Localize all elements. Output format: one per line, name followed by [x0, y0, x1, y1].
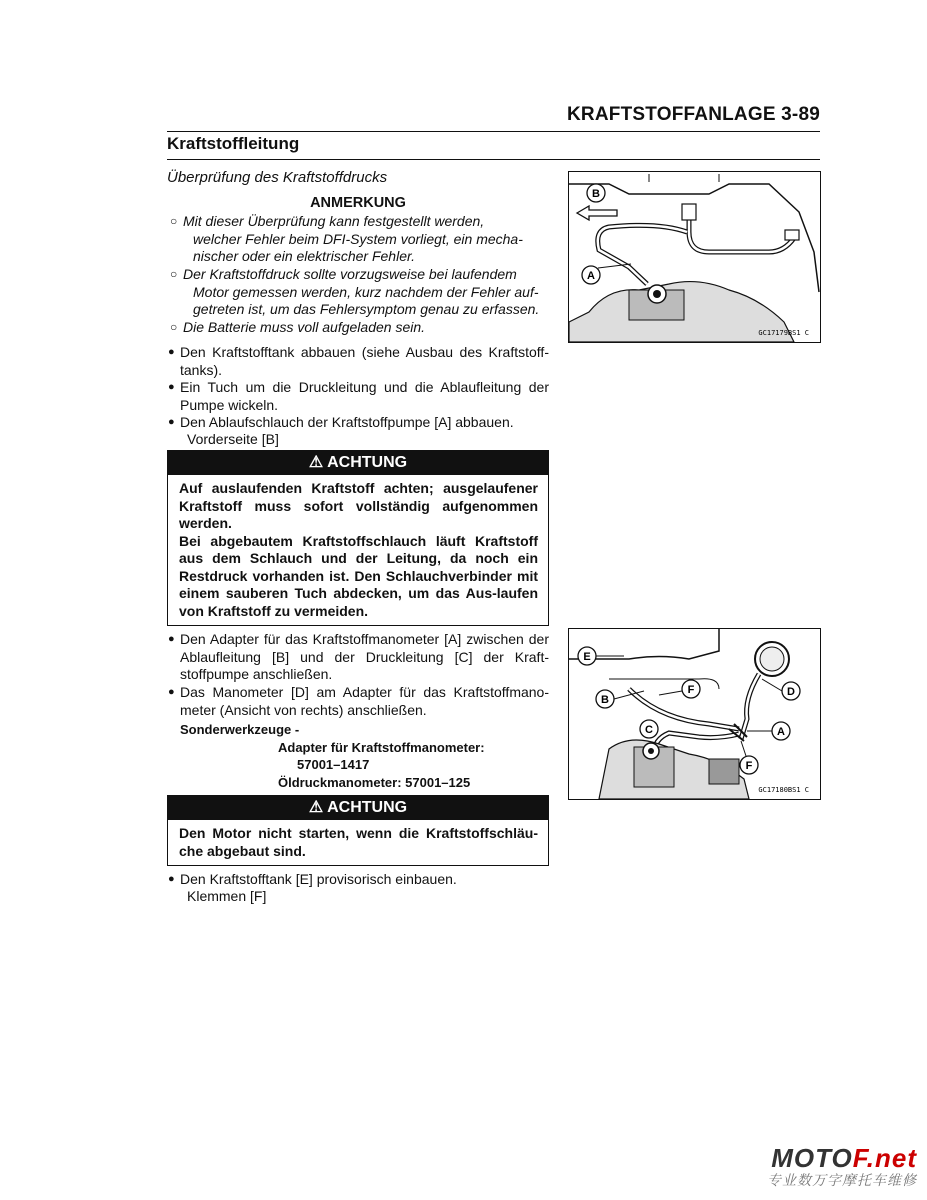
figure-fuel-pump-hose: [568, 171, 821, 343]
note-title: ANMERKUNG: [310, 195, 406, 211]
list-item: ● Das Manometer [D] am Adapter für das Kraftstoffmano-meter (Ansicht von rechts) anschließen.: [168, 684, 549, 718]
tools-title: Sonderwerkzeuge -: [180, 722, 300, 737]
warning-text: Auf auslaufenden Kraftstoff achten; ausgelaufener Kraftstoff muss sofort vollständig aufgenommen werden. Bei abgebautem Kraftstoffschlauch läuft Kraftstoff aus dem Schlauch und der Leitung, da noch ein Restdruck vorhanden ist. Den Schlauchverbinder mit einem sauberen Tuch abdecken, um das Aus-laufen von Kraftstoff zu vermeiden.: [179, 480, 538, 619]
figure-label-c: C: [645, 724, 653, 736]
bullet-icon: ●: [168, 873, 175, 885]
figure-label-f: F: [687, 684, 695, 696]
figure-manometer-setup: [568, 628, 821, 800]
tool-manometer: Öldruckmanometer: 57001–125: [278, 775, 471, 790]
watermark-subtitle: 专业数万字摩托车维修: [767, 1172, 917, 1188]
warning-bar: [168, 451, 548, 475]
watermark-logo: MOTOF.net: [771, 1143, 917, 1173]
circle-bullet-icon: ○: [170, 267, 178, 281]
steps-group-b: [167, 631, 549, 721]
note-item: ○ Die Batterie muss voll aufgeladen sein.: [170, 319, 426, 335]
figure-drawing: [569, 172, 820, 342]
bullet-icon: ●: [168, 346, 175, 358]
tool-adapter-name: Adapter für Kraftstoffmanometer:: [278, 740, 485, 755]
figure-label-a: A: [587, 270, 595, 282]
section-title: Kraftstoffleitung: [167, 134, 300, 153]
subsection-title: Überprüfung des Kraftstoffdrucks: [167, 169, 388, 186]
list-item: ● Den Kraftstofftank [E] provisorisch einbauen.: [168, 871, 457, 887]
figure-label-a: A: [777, 726, 785, 738]
note-item: ○ Der Kraftstoffdruck sollte vorzugsweise bei laufendem Motor gemessen werden, kurz nachdem der Fehler auf- getreten ist, um das Fehlersymptom genau zu erfassen.: [170, 266, 540, 317]
warning-title: ACHTUNG: [327, 799, 408, 816]
figure-code: GC17179BS1 C: [758, 329, 809, 337]
warning-bar: [168, 796, 548, 820]
watermark: [767, 1143, 917, 1190]
page-header-title: KRAFTSTOFFANLAGE 3-89: [567, 104, 820, 125]
circle-bullet-icon: ○: [170, 214, 178, 228]
step-extra: Klemmen [F]: [187, 888, 267, 904]
tool-adapter-number: 57001–1417: [297, 757, 370, 772]
figure-label-e: E: [583, 651, 591, 663]
list-item: ● Den Adapter für das Kraftstoffmanometer [A] zwischen der Ablaufleitung [B] und der Druckleitung [C] der Kraft-stoffpumpe anschließen.: [168, 631, 549, 682]
step-extra: Vorderseite [B]: [187, 431, 279, 447]
warning-triangle-icon: ⚠: [308, 454, 324, 471]
steps-group-c: [167, 871, 549, 907]
note-item: ○ Mit dieser Überprüfung kann festgestellt werden, welcher Fehler beim DFI-System vorliegt, ein mecha- nischer oder ein elektrischer Fehler.: [170, 213, 523, 264]
bullet-icon: ●: [168, 416, 175, 428]
warning-triangle-icon: ⚠: [308, 799, 324, 816]
figure-label-d: D: [787, 686, 795, 698]
figure-code: GC17180BS1 C: [758, 786, 809, 794]
warning-text: Den Motor nicht starten, wenn die Kraftstoffschläu-che abgebaut sind.: [179, 825, 538, 859]
figure-drawing: [569, 629, 820, 799]
bullet-icon: ●: [168, 381, 175, 393]
warning-box: [167, 795, 549, 866]
header-rule: [167, 131, 820, 132]
bullet-icon: ●: [168, 686, 175, 698]
circle-bullet-icon: ○: [170, 320, 178, 334]
steps-group-a: [167, 344, 549, 448]
section-rule: [167, 159, 820, 160]
warning-box: [167, 450, 549, 626]
figure-label-f: F: [745, 760, 753, 772]
warning-title: ACHTUNG: [327, 454, 408, 471]
figure-label-b: B: [601, 694, 609, 706]
list-item: ● Ein Tuch um die Druckleitung und die Ablaufleitung der Pumpe wickeln.: [168, 379, 549, 413]
figure-label-b: B: [592, 188, 600, 200]
list-item: ● Den Ablaufschlauch der Kraftstoffpumpe [A] abbauen.: [168, 414, 514, 430]
list-item: ● Den Kraftstofftank abbauen (siehe Ausbau des Kraftstoff-tanks).: [168, 344, 549, 378]
note-list: [167, 213, 549, 335]
bullet-icon: ●: [168, 633, 175, 645]
